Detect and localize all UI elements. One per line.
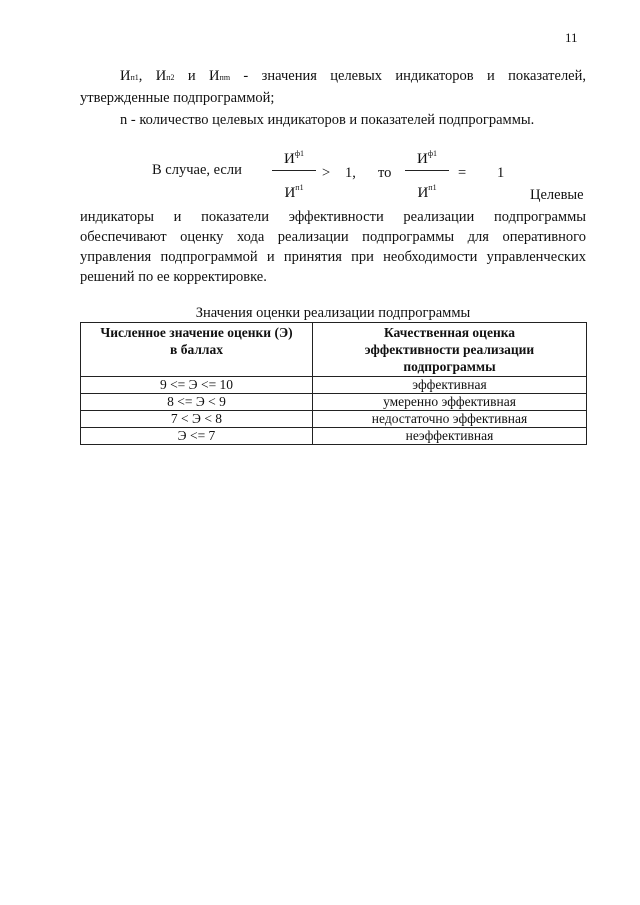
header-rating: Качественная оценка эффективности реализации подпрограммы [313, 323, 587, 377]
paragraph-evaluation-line2: обеспечивают оценку хода реализации подпрограммы для оперативного [80, 229, 586, 245]
fraction-right-bar [405, 170, 449, 171]
formula-tail-word: Целевые [530, 187, 584, 203]
header-score: Численное значение оценки (Э) в баллах [81, 323, 313, 377]
paragraph-evaluation-line3: управления подпрограммой и принятия при необходимости управленческих [80, 249, 586, 265]
formula-value-2: 1 [497, 165, 505, 181]
cell-rating: недостаточно эффективная [313, 411, 587, 428]
fraction-left-numerator: $И^{ф1}$ [283, 149, 305, 167]
cell-rating: эффективная [313, 377, 587, 394]
cell-score: 8 <= Э < 9 [81, 394, 313, 411]
table-row [81, 411, 587, 428]
fraction-left [272, 145, 316, 202]
table-row [81, 428, 587, 445]
fraction-right-numerator: $И^{ф1}$ [416, 149, 438, 167]
cell-score: Э <= 7 [81, 428, 313, 445]
indicator-nm: Ипm [209, 68, 231, 84]
conjunction-and: и [187, 68, 196, 84]
paragraph-evaluation-line1: индикаторы и показатели эффективности реализации подпрограммы [80, 209, 586, 225]
cell-score: 7 < Э < 8 [81, 411, 313, 428]
evaluation-table [80, 322, 587, 445]
table-caption: Значения оценки реализации подпрограммы [195, 305, 471, 321]
indicator-n1: Ип1 [120, 68, 139, 84]
indicators-definition: - значения целевых индикаторов и показателей, [243, 68, 587, 84]
fraction-left-denominator: $И^{п1}$ [284, 183, 304, 201]
formula-lead-text: В случае, если [152, 162, 242, 178]
formula-relation: > [322, 165, 331, 181]
table-row [81, 377, 587, 394]
formula-then: то [378, 165, 392, 181]
paragraph-indicators-line2: утвержденные подпрограммой; [80, 90, 275, 106]
paragraph-evaluation-line4: решений по ее корректировке. [80, 269, 267, 285]
paragraph-indicators-line1: Ип1, Ип2 и Ипm - значения целевых индикаторов и показателей, [120, 68, 587, 84]
page-number: 11 [565, 30, 578, 45]
fraction-left-bar [272, 170, 316, 171]
paragraph-indicators [80, 66, 586, 108]
cell-rating: умеренно эффективная [313, 394, 587, 411]
cell-score: 9 <= Э <= 10 [81, 377, 313, 394]
paragraph-count-definition: n - количество целевых индикаторов и показателей подпрограммы. [120, 112, 535, 128]
formula-equals: = [458, 165, 467, 181]
fraction-right [405, 145, 449, 202]
paragraph-evaluation [80, 207, 586, 287]
formula-value-1: 1, [345, 165, 356, 181]
indicator-n2: Ип2 [155, 68, 175, 84]
table-row [81, 394, 587, 411]
table-header-row [81, 323, 587, 377]
fraction-right-denominator: $И^{п1}$ [417, 183, 437, 201]
cell-rating: неэффективная [313, 428, 587, 445]
